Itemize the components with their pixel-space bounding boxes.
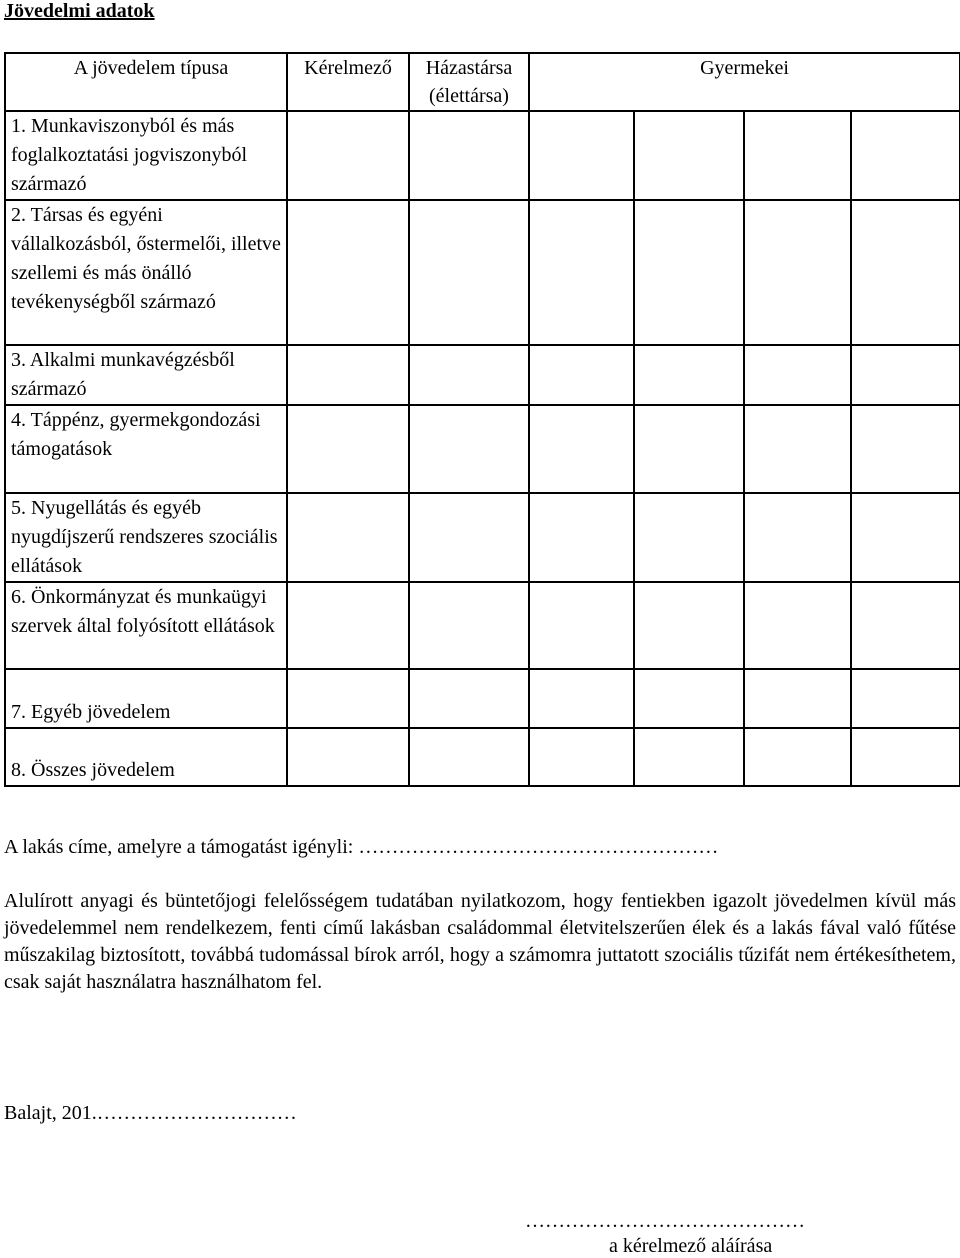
cell-child[interactable] [851, 493, 960, 582]
cell-child[interactable] [529, 345, 634, 405]
cell-child[interactable] [529, 111, 634, 200]
place-date-line: Balajt, 201.………………………… [4, 1102, 297, 1124]
header-spouse-line1: Házastársa [425, 57, 513, 79]
row-label: 7. Egyéb jövedelem [5, 669, 287, 728]
cell-applicant[interactable] [287, 728, 409, 786]
table-row [5, 582, 960, 669]
cell-child[interactable] [744, 582, 851, 669]
cell-child[interactable] [744, 669, 851, 728]
page-title: Jövedelmi adatok [4, 0, 155, 22]
cell-spouse[interactable] [409, 405, 529, 493]
signature-line: …………………………………… [525, 1210, 805, 1232]
row-label: 1. Munkaviszonyból és más foglalkoztatási jogviszonyból származó [5, 111, 287, 200]
cell-applicant[interactable] [287, 345, 409, 405]
cell-child[interactable] [851, 669, 960, 728]
header-income-type: A jövedelem típusa [5, 53, 287, 111]
cell-child[interactable] [851, 200, 960, 345]
cell-child[interactable] [634, 405, 744, 493]
cell-child[interactable] [529, 405, 634, 493]
table-row [5, 493, 960, 582]
cell-child[interactable] [634, 582, 744, 669]
cell-spouse[interactable] [409, 582, 529, 669]
table-row [5, 345, 960, 405]
cell-child[interactable] [744, 405, 851, 493]
cell-spouse[interactable] [409, 493, 529, 582]
row-label: 3. Alkalmi munkavégzésből származó [5, 345, 287, 405]
cell-child[interactable] [529, 669, 634, 728]
cell-child[interactable] [744, 111, 851, 200]
address-line: A lakás címe, amelyre a támogatást igényli: ……………………………………………… [4, 836, 719, 858]
cell-child[interactable] [634, 728, 744, 786]
header-spouse [409, 53, 529, 111]
row-label: 8. Összes jövedelem [5, 728, 287, 786]
row-label: 5. Nyugellátás és egyéb nyugdíjszerű rendszeres szociális ellátások [5, 493, 287, 582]
cell-spouse[interactable] [409, 669, 529, 728]
cell-child[interactable] [851, 345, 960, 405]
cell-child[interactable] [851, 111, 960, 200]
cell-applicant[interactable] [287, 200, 409, 345]
cell-spouse[interactable] [409, 200, 529, 345]
signature-label: a kérelmező aláírása [609, 1235, 773, 1257]
cell-child[interactable] [851, 728, 960, 786]
cell-child[interactable] [529, 582, 634, 669]
row-label: 4. Táppénz, gyermekgondozási támogatások [5, 405, 287, 493]
cell-child[interactable] [744, 728, 851, 786]
row-label: 2. Társas és egyéni vállalkozásból, őstermelői, illetve szellemi és más önálló tevékenységből származó [5, 200, 287, 345]
cell-spouse[interactable] [409, 111, 529, 200]
cell-child[interactable] [744, 345, 851, 405]
cell-child[interactable] [634, 669, 744, 728]
cell-child[interactable] [744, 200, 851, 345]
row-label: 6. Önkormányzat és munkaügyi szervek által folyósított ellátások [5, 582, 287, 669]
cell-applicant[interactable] [287, 111, 409, 200]
cell-spouse[interactable] [409, 728, 529, 786]
cell-child[interactable] [851, 582, 960, 669]
cell-child[interactable] [634, 200, 744, 345]
table-row [5, 111, 960, 200]
header-applicant: Kérelmező [287, 53, 409, 111]
cell-spouse[interactable] [409, 345, 529, 405]
table-row [5, 200, 960, 345]
cell-child[interactable] [529, 200, 634, 345]
table-row [5, 405, 960, 493]
income-table [4, 52, 960, 787]
cell-applicant[interactable] [287, 493, 409, 582]
cell-child[interactable] [529, 493, 634, 582]
cell-applicant[interactable] [287, 405, 409, 493]
cell-child[interactable] [634, 493, 744, 582]
declaration-text: Alulírott anyagi és büntetőjogi felelősségem tudatában nyilatkozom, hogy fentiekben igazolt jövedelmen kívül más jövedelemmel nem rendelkezem, fenti című lakásban családommal életvitelszerűen élek és a lakás fával való fűtése műszakilag biztosított, továbbá tudomással bírok arról, hogy a számomra juttatott szociális tűzifát nem értékesíthetem, csak saját használatra használhatom fel. [4, 890, 956, 993]
header-children: Gyermekei [529, 53, 960, 111]
table-row [5, 669, 960, 728]
cell-child[interactable] [634, 111, 744, 200]
cell-applicant[interactable] [287, 669, 409, 728]
cell-child[interactable] [634, 345, 744, 405]
table-header-row [5, 53, 960, 111]
cell-child[interactable] [529, 728, 634, 786]
cell-child[interactable] [851, 405, 960, 493]
cell-child[interactable] [744, 493, 851, 582]
header-spouse-line2: (élettársa) [429, 85, 509, 107]
cell-applicant[interactable] [287, 582, 409, 669]
table-row [5, 728, 960, 786]
